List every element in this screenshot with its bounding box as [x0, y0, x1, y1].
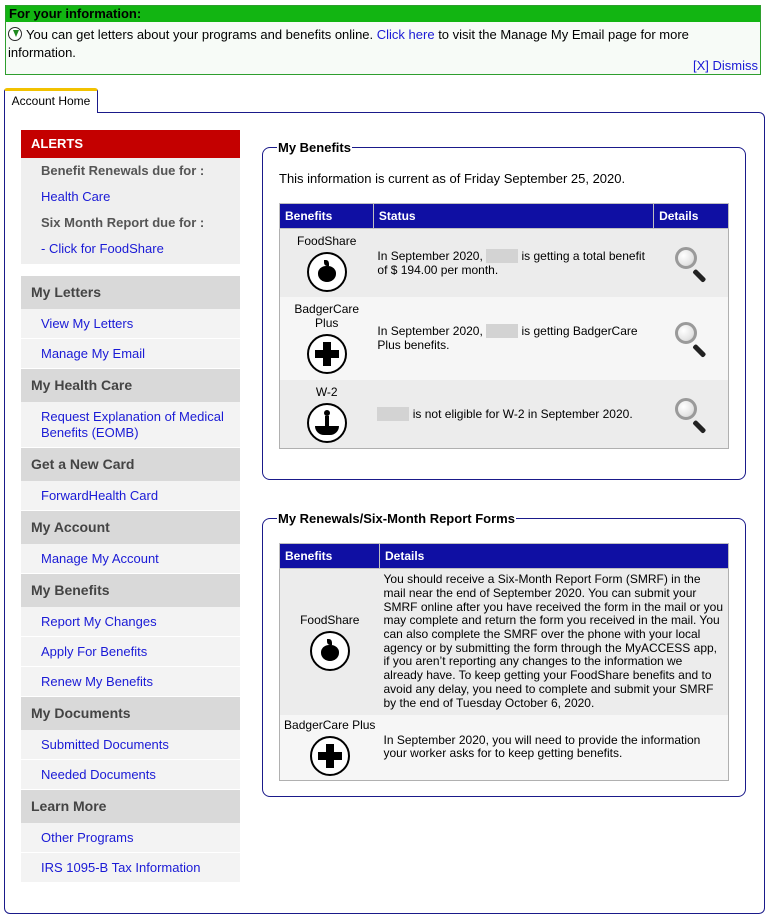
- sidebar-gap: [21, 264, 240, 276]
- benefit-status-cell: [373, 297, 653, 380]
- magnifier-icon[interactable]: [672, 319, 710, 357]
- sidebar-item-submitted-documents[interactable]: Submitted Documents: [21, 730, 240, 760]
- benefit-program-name: BadgerCare Plus: [294, 302, 360, 330]
- benefits-col-header: Benefits: [280, 204, 374, 229]
- renewal-details-text: In September 2020, you will need to provide the information your worker asks for to keep getting benefits.: [380, 715, 729, 781]
- current-as-of: This information is current as of Friday September 25, 2020.: [279, 171, 626, 186]
- benefits-table: [279, 203, 729, 449]
- hand-person-icon: [307, 403, 347, 443]
- sidebar-item-other-programs[interactable]: Other Programs: [21, 823, 240, 853]
- cross-icon: [307, 334, 347, 374]
- details-col-header: Details: [654, 204, 729, 229]
- renewals-legend: My Renewals/Six-Month Report Forms: [278, 511, 515, 526]
- sidebar-section-get-a-new-card: Get a New Card: [21, 448, 240, 481]
- renewals-details-col-header: Details: [380, 544, 729, 569]
- info-message: [6, 22, 760, 62]
- apple-icon: [307, 252, 347, 292]
- sidebar-item-apply-for-benefits[interactable]: Apply For Benefits: [21, 637, 240, 667]
- renewal-program-name: FoodShare: [300, 612, 360, 627]
- sidebar-item-forwardhealth-card[interactable]: ForwardHealth Card: [21, 481, 240, 511]
- sidebar-item-manage-my-account[interactable]: Manage My Account: [21, 544, 240, 574]
- benefit-row-foodshare: [280, 229, 729, 297]
- magnifier-icon[interactable]: [672, 395, 710, 433]
- sidebar-item-view-my-letters[interactable]: View My Letters: [21, 309, 240, 339]
- status-text-after: is not eligible for W-2 in September 2020.: [412, 406, 633, 421]
- status-text-after: is getting BadgerCare Plus benefits.: [377, 324, 638, 352]
- benefit-details-cell: [654, 297, 729, 380]
- dismiss-link[interactable]: [X] Dismiss: [693, 58, 758, 73]
- renewal-row-foodshare: [280, 569, 729, 715]
- alert-link-click-for-foodshare[interactable]: - Click for FoodShare: [41, 241, 164, 256]
- magnifier-icon[interactable]: [672, 244, 710, 282]
- cross-icon: [310, 736, 350, 776]
- status-col-header: Status: [373, 204, 653, 229]
- benefit-details-cell: [654, 229, 729, 297]
- sidebar-item-request-explanation-of-medical-benefits-eomb[interactable]: Request Explanation of Medical Benefits (EOMB): [21, 402, 240, 448]
- info-heading: For your information:: [6, 6, 760, 22]
- renewal-program-cell: [280, 715, 380, 781]
- sidebar-item-manage-my-email[interactable]: Manage My Email: [21, 339, 240, 369]
- sidebar-section-learn-more: Learn More: [21, 790, 240, 823]
- benefit-program-cell: [280, 229, 374, 297]
- my-benefits-legend: My Benefits: [278, 140, 351, 155]
- manage-email-link[interactable]: Click here: [376, 27, 435, 42]
- renewal-program-cell: [280, 569, 380, 715]
- benefit-status-cell: [373, 229, 653, 297]
- renewal-details-text: You should receive a Six-Month Report Form (SMRF) in the mail near the end of September 2020. You can submit your SMRF online after you have received the form in the mail or you may complete and return the form you received in the mail. You can also complete the SMRF over the phone with your local agency or by submitting the form through the MyACCESS app, if you aren’t reporting any changes to the information we already have. To keep getting your FoodShare benefits and to avoid any delay, you need to complete and submit your SMRF by the end of Tuesday October 6, 2020.: [380, 569, 729, 715]
- sidebar-section-my-documents: My Documents: [21, 697, 240, 730]
- benefit-row-w-2: [280, 380, 729, 449]
- benefit-details-cell: [654, 380, 729, 449]
- alerts-heading: ALERTS: [21, 130, 240, 158]
- status-text-before: In September 2020,: [377, 324, 483, 338]
- my-benefits-panel: [262, 140, 746, 480]
- renewal-program-name: BadgerCare Plus: [284, 718, 376, 733]
- info-text-after: to visit the Manage My Email page for more information.: [8, 27, 689, 60]
- status-text-after: is getting a total benefit of $ 194.00 per month.: [377, 248, 645, 277]
- sidebar-section-my-letters: My Letters: [21, 276, 240, 309]
- benefit-program-name: FoodShare: [297, 233, 357, 248]
- sidebar-item-irs-1095-b-tax-information[interactable]: IRS 1095-B Tax Information: [21, 853, 240, 883]
- sidebar-section-my-account: My Account: [21, 511, 240, 544]
- renewal-row-badgercare-plus: [280, 715, 729, 781]
- benefit-program-name: W-2: [315, 384, 338, 399]
- alert-link-health-care[interactable]: Health Care: [41, 189, 111, 204]
- renewals-panel: [262, 511, 746, 797]
- alert-caption: Benefit Renewals due for :: [41, 163, 205, 178]
- redacted-name: [486, 324, 518, 338]
- sidebar-item-report-my-changes[interactable]: Report My Changes: [21, 607, 240, 637]
- status-text-before: In September 2020,: [377, 248, 483, 263]
- sidebar-item-needed-documents[interactable]: Needed Documents: [21, 760, 240, 790]
- benefit-status-cell: [373, 380, 653, 449]
- sidebar-section-my-health-care: My Health Care: [21, 369, 240, 402]
- apple-icon: [310, 631, 350, 671]
- sidebar: [21, 130, 240, 883]
- renewals-table: [279, 543, 729, 781]
- info-icon: [8, 27, 22, 41]
- alert-caption: Six Month Report due for :: [41, 215, 205, 230]
- benefit-program-cell: [280, 380, 374, 449]
- info-text-before: You can get letters about your programs and benefits online.: [26, 27, 374, 42]
- sidebar-item-renew-my-benefits[interactable]: Renew My Benefits: [21, 667, 240, 697]
- redacted-name: [377, 407, 409, 421]
- tab-account-home[interactable]: Account Home: [4, 88, 98, 113]
- benefit-program-cell: [280, 297, 374, 380]
- redacted-name: [486, 249, 518, 263]
- renewals-benefits-col-header: Benefits: [280, 544, 380, 569]
- alerts-box: [21, 158, 240, 264]
- sidebar-section-my-benefits: My Benefits: [21, 574, 240, 607]
- info-banner: [5, 5, 761, 75]
- benefit-row-badgercare-plus: [280, 297, 729, 380]
